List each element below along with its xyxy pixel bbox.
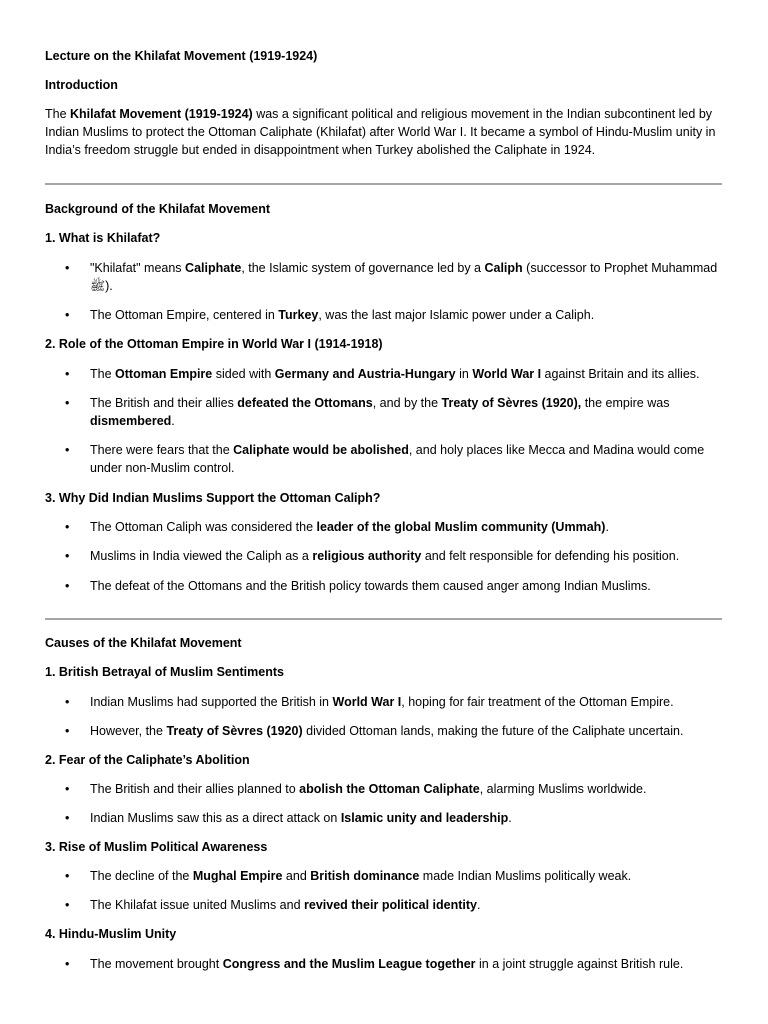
list-bullet: • [65,782,70,796]
list-item: The Khilafat issue united Muslims and revived their political identity. [90,898,481,912]
list-item: The defeat of the Ottomans and the British policy towards them caused anger among Indian Muslims. [90,579,651,593]
section-heading: Background of the Khilafat Movement [45,202,271,216]
intro-heading: Introduction [45,78,118,92]
list-bullet: • [65,520,70,534]
list-item: The Ottoman Caliph was considered the leader of the global Muslim community (Ummah). [90,520,609,534]
section-heading: Causes of the Khilafat Movement [45,636,242,650]
list-bullet: • [65,367,70,381]
list-item: The decline of the Mughal Empire and British dominance made Indian Muslims politically weak. [90,869,632,883]
list-item: Indian Muslims had supported the British in World War I, hoping for fair treatment of the Ottoman Empire. [90,695,674,709]
list-bullet: • [65,724,70,738]
list-bullet: • [65,869,70,883]
list-bullet: • [65,957,70,971]
subsection-heading: 1. What is Khilafat? [45,231,161,245]
list-item: Muslims in India viewed the Caliph as a religious authority and felt responsible for defending his position. [90,549,680,563]
list-bullet: • [65,443,70,457]
document-title: Lecture on the Khilafat Movement (1919-1924) [45,49,318,63]
subsection-heading: 4. Hindu-Muslim Unity [45,927,177,941]
list-item: The Ottoman Empire sided with Germany and Austria-Hungary in World War I against Britain and its allies. [90,367,700,381]
list-bullet: • [65,695,70,709]
list-bullet: • [65,579,70,593]
list-item: The British and their allies planned to abolish the Ottoman Caliphate, alarming Muslims worldwide. [90,782,647,796]
subsection-heading: 2. Fear of the Caliphate’s Abolition [45,753,250,767]
subsection-heading: 2. Role of the Ottoman Empire in World War I (1914-1918) [45,337,383,351]
section-divider [45,183,722,185]
list-item: Indian Muslims saw this as a direct attack on Islamic unity and leadership. [90,811,512,825]
list-item: The British and their allies defeated the Ottomans, and by the Treaty of Sèvres (1920), the empire was dismembered. [90,396,670,428]
list-item: The movement brought Congress and the Muslim League together in a joint struggle against British rule. [90,957,684,971]
list-bullet: • [65,898,70,912]
list-bullet: • [65,396,70,410]
list-item: There were fears that the Caliphate would be abolished, and holy places like Mecca and Madina would come under non-Muslim control. [90,443,705,475]
subsection-heading: 3. Why Did Indian Muslims Support the Ottoman Caliph? [45,491,381,505]
list-item: "Khilafat" means Caliphate, the Islamic system of governance led by a Caliph (successor to Prophet Muhammad ﷺ). [90,261,718,293]
list-bullet: • [65,811,70,825]
intro-paragraph: The Khilafat Movement (1919-1924) was a significant political and religious movement in the Indian subcontinent led by Indian Muslims to protect the Ottoman Caliphate (Khilafat) after World War I. It became a symbol of Hindu-Muslim unity in India’s freedom struggle but ended in disappointment when Turkey abolished the Caliphate in 1924. [45,107,716,157]
subsection-heading: 3. Rise of Muslim Political Awareness [45,840,268,854]
list-bullet: • [65,549,70,563]
subsection-heading: 1. British Betrayal of Muslim Sentiments [45,665,284,679]
list-bullet: • [65,261,70,275]
list-item: The Ottoman Empire, centered in Turkey, was the last major Islamic power under a Caliph. [90,308,595,322]
list-bullet: • [65,308,70,322]
list-item: However, the Treaty of Sèvres (1920) divided Ottoman lands, making the future of the Caliphate uncertain. [90,724,684,738]
section-divider [45,618,722,620]
